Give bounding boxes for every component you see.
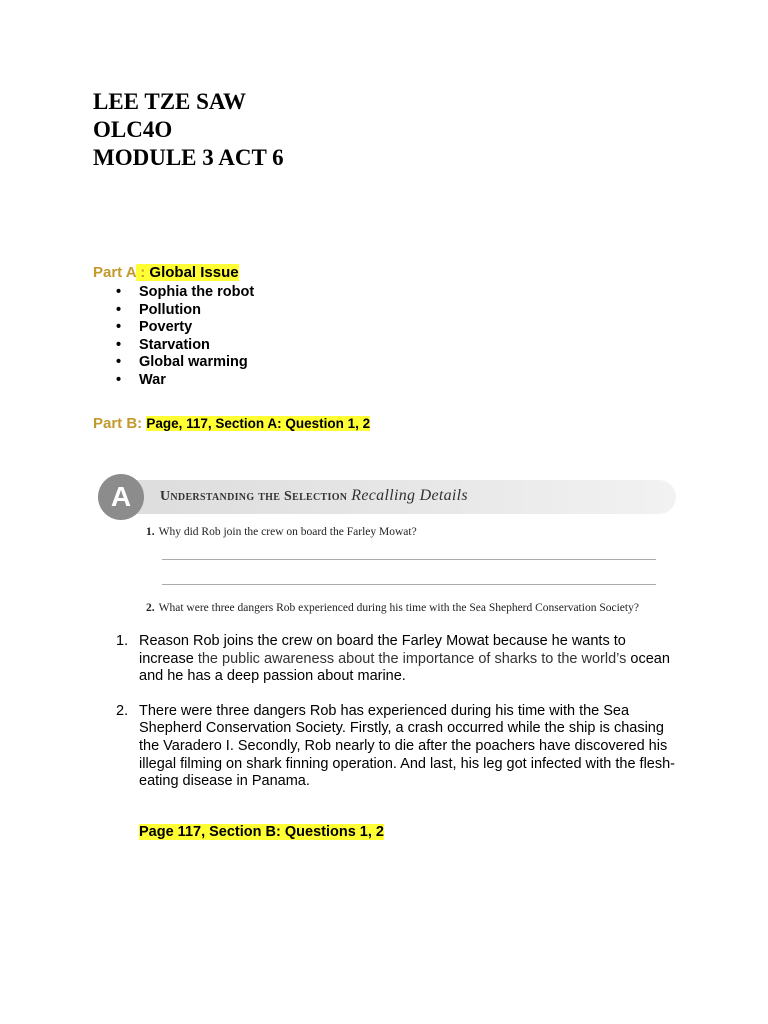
- answer-item: 1. Reason Rob joins the crew on board the Farley Mowat because he wants to increase the public awareness about the importance of sharks to the world’s ocean and he has a deep passion about marine.: [116, 633, 670, 685]
- answer-line: [162, 584, 656, 585]
- bullet-icon: •: [116, 371, 122, 388]
- bullet-icon: •: [116, 301, 122, 318]
- part-a-colon: :: [136, 264, 150, 281]
- section-b-heading: [139, 824, 384, 840]
- part-b-title: Page, 117, Section A: Question 1, 2: [146, 416, 371, 431]
- list-item: • Poverty: [116, 319, 193, 336]
- part-a-heading: [93, 264, 239, 281]
- banner-title: Understanding the Selection Recalling Details: [160, 487, 468, 504]
- course-code: OLC4O: [93, 117, 173, 142]
- textbook-scan: [98, 470, 678, 630]
- answer-item: 2. There were three dangers Rob has experienced during his time with the Sea Shepherd Conservation Society. Firstly, a crash occurred while the ship is chasing the Varadero I. Secondly, Rob nearly to die after the poachers have discovered his illegal filming on shark finning operation. And last, his leg got infected with the flesh-eating disease in Panama.: [116, 702, 676, 790]
- module-title: MODULE 3 ACT 6: [93, 145, 284, 170]
- list-item: • Pollution: [116, 301, 202, 318]
- part-b-heading: [93, 415, 370, 432]
- part-b-label: Part B:: [93, 415, 143, 432]
- list-item: • Starvation: [116, 336, 210, 353]
- part-a-label: Part A: [93, 264, 137, 281]
- part-a-title-highlight: [136, 264, 239, 281]
- scan-question-2: 2. What were three dangers Rob experienced during his time with the Sea Shepherd Conservation Society?: [146, 602, 639, 614]
- list-item: • Sophia the robot: [116, 284, 255, 300]
- section-a-badge: A: [98, 474, 144, 520]
- global-issue-list: [116, 284, 254, 390]
- answer-number: 1.: [116, 633, 129, 649]
- bullet-icon: •: [116, 354, 122, 371]
- scan-question-1: 1. Why did Rob join the crew on board the Farley Mowat?: [146, 526, 417, 538]
- part-a-title: Global Issue: [149, 264, 239, 281]
- list-item: • Global warming: [116, 354, 248, 371]
- list-item: • War: [116, 371, 166, 388]
- answer-number: 2.: [116, 702, 129, 719]
- banner-subtitle: Recalling Details: [351, 487, 468, 504]
- section-b-title: Page 117, Section B: Questions 1, 2: [139, 824, 384, 840]
- document-header: [93, 88, 284, 172]
- bullet-icon: •: [116, 336, 122, 353]
- author-name: LEE TZE SAW: [93, 89, 246, 114]
- bullet-icon: •: [116, 319, 122, 336]
- bullet-icon: •: [116, 284, 122, 300]
- answer-line: [162, 559, 656, 560]
- answers-list: [116, 633, 676, 808]
